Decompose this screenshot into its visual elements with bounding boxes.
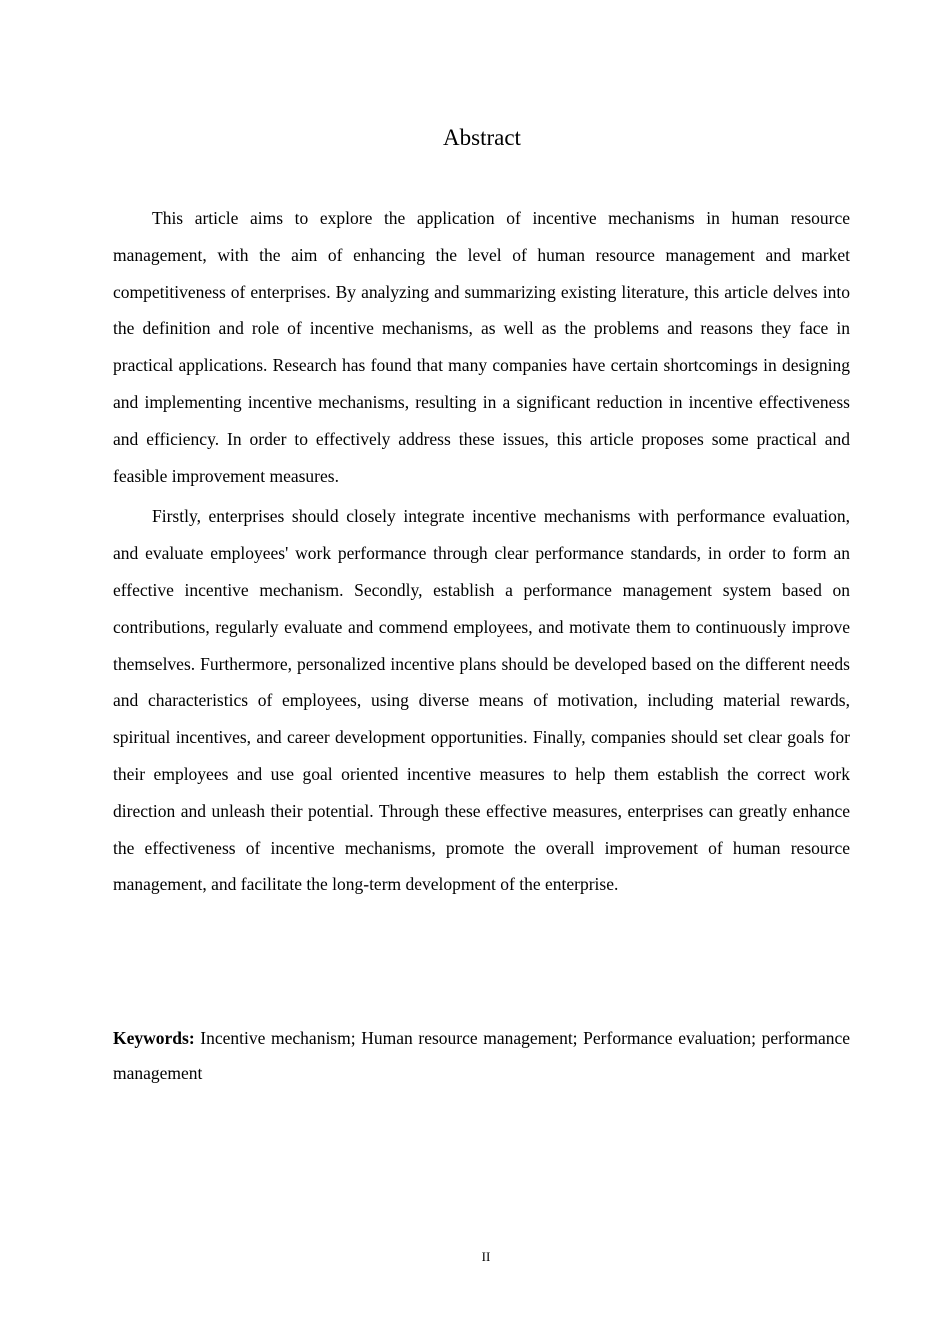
keywords-line bbox=[113, 1021, 850, 1091]
abstract-body bbox=[113, 200, 850, 903]
abstract-paragraph-1: This article aims to explore the application of incentive mechanisms in human resource management, with the aim of enhancing the level of human resource management and market competitiveness of enterprises. By analyzing and summarizing existing literature, this article delves into the definition and role of incentive mechanisms, as well as the problems and reasons they face in practical applications. Research has found that many companies have certain shortcomings in designing and implementing incentive mechanisms, resulting in a significant reduction in incentive effectiveness and efficiency. In order to effectively address these issues, this article proposes some practical and feasible improvement measures. bbox=[113, 208, 850, 486]
page-title: Abstract bbox=[443, 125, 521, 150]
page-number: II bbox=[481, 1249, 491, 1264]
abstract-paragraph-2: Firstly, enterprises should closely integrate incentive mechanisms with performance evaluation, and evaluate employees' work performance through clear performance standards, in order to form an effective incentive mechanism. Secondly, establish a performance management system based on contributions, regularly evaluate and commend employees, and motivate them to continuously improve themselves. Furthermore, personalized incentive plans should be developed based on the different needs and characteristics of employees, using diverse means of motivation, including material rewards, spiritual incentives, and career development opportunities. Finally, companies should set clear goals for their employees and use goal oriented incentive measures to help them establish the correct work direction and unleash their potential. Through these effective measures, enterprises can greatly enhance the effectiveness of incentive mechanisms, promote the overall improvement of human resource management, and facilitate the long-term development of the enterprise. bbox=[113, 506, 850, 895]
keywords-text: Incentive mechanism; Human resource management; Performance evaluation; performance management bbox=[113, 1028, 851, 1083]
keywords-label: Keywords: bbox=[113, 1028, 195, 1048]
